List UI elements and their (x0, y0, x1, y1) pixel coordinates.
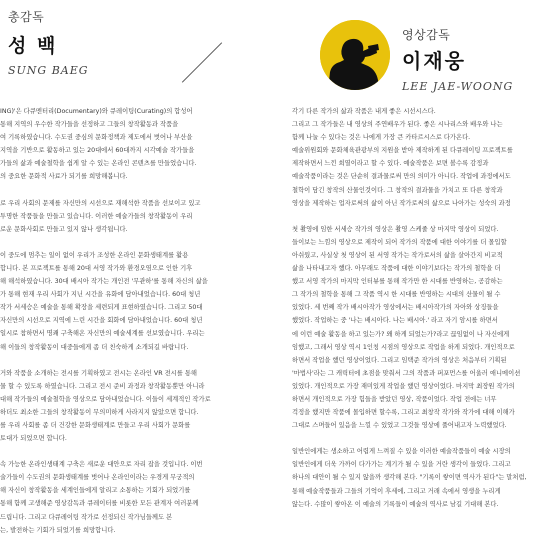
text-line: 물 할 수 있도록 하였습니다. 그리고 전시 준비 과정과 창작활동뿐만 아니라 (0, 382, 205, 390)
text-line: 하더도 최소한 그들의 창작활동이 무의미하게 사라지지 않았으면 합니다. (0, 408, 199, 416)
text-line: 일시로 참하면서 명쾌 구축해온 자신만의 예술세계를 선보였습니다. 우리는 (0, 330, 205, 338)
text-line: 하나의 대안이 될 수 있지 않을까 생각해 본다. "기록이 쌓이면 역사가 된다"는 말처럼, (292, 474, 527, 482)
text-line: 로 우리 사회의 문제를 자신만의 시선으로 재해석한 작품을 선보이고 있고 (0, 199, 201, 207)
diagonal-divider (182, 42, 222, 82)
video-director-portrait (320, 20, 390, 90)
text-line: 의 중요한 문화적 사료가 되기를 희망해봅니다. (0, 173, 128, 181)
text-line: 통해 지역의 우수한 작가들을 선정하고 그들의 창작활동과 작품을 (0, 121, 179, 129)
text-line: 해 이들의 창작활동이 대중들에게 좀 더 친숙하게 소개되길 바랍니다. (0, 343, 189, 351)
text-line: 첫 촬영에 임한 서세승 작가의 영상은 촬영 스케줄 상 마지막 영상이 되었다. (292, 225, 499, 233)
text-line: 일반인에게 더욱 가까이 다가가는 계기가 될 수 있을 거란 생각이 들었다. 그리고 (292, 461, 511, 469)
text-line: 대해 작가들의 예술철학을 영상으로 담아내었습니다. 이들이 세계적인 작가로 (0, 395, 211, 403)
text-line: 예술위원회와 문화체육관광부의 지원을 받아 제작하게 된 다큐레이팅 프로젝트를 (292, 147, 513, 155)
text-line: 그리고 그 작가들은 내 영상의 주연배우가 된다. 좋은 시나리스와 배우와 나는 (292, 121, 503, 129)
essay-paragraph (292, 223, 560, 433)
text-line: 거와 작품을 소개하는 전시를 기획하였고 전시는 온라인 VR 전시를 통해 (0, 369, 198, 377)
text-line: 해 자신이 창작활동을 세계인들에게 알리고 소통하는 기회가 되었기를 (0, 487, 191, 495)
text-line: 않는다. 수많이 쌓아온 이 예술의 기록들이 예술의 역사로 남길 기대해 본다. (292, 500, 499, 508)
director-header (8, 8, 89, 77)
essay-paragraph (0, 197, 270, 236)
essay-paragraph (292, 105, 560, 210)
director-name: 성 백 (8, 35, 58, 57)
text-line: 속 가능한 온라인생태계 구축은 새로운 대안으로 자리 잡을 것입니다. 이번 (0, 461, 203, 469)
text-line: 예술작품이라는 것은 단순히 결과물로써 만의 의미가 아니다. 작업에 과정에서도 (292, 173, 511, 181)
text-line: 해 해석하였습니다. 30대 배시아 작가는 개인전 '무관하'를 통해 자신의 삶을 (0, 278, 208, 286)
text-line: 투명한 작품들을 만들고 있습니다. 이러한 예술가들의 창작활동이 우리 (0, 212, 193, 220)
text-line: 각기 다른 작가의 삶과 작품은 내게 좋은 시선시스다. (292, 108, 436, 115)
text-line: 드립니다. 그리고 다큐레이팅 작가로 선정되신 작가님들께도 본 (0, 513, 173, 521)
video-director-name: 이재웅 (402, 49, 466, 73)
text-line: 함께 나눌 수 있다는 것은 나에게 가장 큰 카타르시스로 다가온다. (292, 134, 471, 142)
text-line: 지역을 기반으로 활동하고 있는 20대에서 60대까지 시각예술 작가들을 (0, 147, 195, 155)
text-line: 제작하면서 느낀 희열이라고 할 수 있다. 예술작품은 보면 볼수록 감정과 (292, 160, 489, 168)
text-line: 통해 예술작품들과 그들의 기억이 후세에, 그리고 거래 속에서 영생을 누리게 (292, 487, 501, 495)
director-role: 총감독 (8, 10, 45, 24)
text-line: 걱정을 했지만 작품에 몰입하면 할수록, 그리고 최창작 작가와 작가에 대해 이해가 (292, 409, 515, 417)
text-line: 있었다. 개인적으로 가장 재미있게 작업을 했던 영상이었다. 마지막 최장원 작가의 (292, 382, 515, 390)
text-line: 여 기록하였습니다. 수도권 중심의 문화정책과 제도에서 벗어나 부산을 (0, 134, 193, 142)
text-line: 를 우리 사회를 좀 더 건강한 문화생태계로 만들고 우리 사회가 문화를 (0, 421, 191, 429)
text-line: 합니다. 본 프로젝트를 통해 20대 서영 작가와 환경오염으로 인한 기후 (0, 264, 193, 272)
text-line: 술가들이 수도권의 문화생태계를 벗어나 온라인이라는 우경게 무궁적의 (0, 474, 195, 482)
essay-paragraph (0, 367, 270, 446)
text-line: 하면서 작업을 했던 영상이었다. 그리고 임택준 작가의 영상은 처음부터 기획된 (292, 356, 507, 364)
text-line: 이 중도에 멈추는 일이 없이 우리가 조성한 온라인 문화생태계를 활용 (0, 251, 189, 259)
director-essay-column (0, 105, 270, 550)
text-line: 그 작가의 철학을 통해 그 작품 역시 한 시대를 반영하는 시대의 산물이 될 수 (292, 291, 501, 299)
text-line: 토대가 되었으면 합니다. (0, 435, 67, 443)
text-line: 했었다. 작업하는 중 '나는 배시아다. 나는 배시아.' 라고 자기 암시를 하면서 (292, 317, 498, 325)
text-line: '마법사'라는 그 캐릭터에 초점을 맞춰서 그의 작품과 퍼포먼스를 어울러 애니메이션 (292, 369, 521, 377)
text-line: 가 통해 현재 우리 사회가 지닌 시간을 유화에 담아내었습니다. 60대 청년 (0, 291, 201, 299)
essay-paragraph (0, 458, 270, 537)
text-line: 자신만의 시선으로 지역에 느린 시간을 회화에 담아내었습니다. 60대 청년 (0, 317, 203, 325)
text-line: 임했고, 그래서 영상 역시 1인칭 시점의 영상으로 작업을 하게 되었다. 개인적으로 (292, 343, 515, 351)
director-roman-name: SUNG BAEG (8, 64, 89, 77)
text-line: 그대로 스며들어 있음을 느낄 수 있었고 그것들 영상에 풀어내고자 노력했었다. (292, 422, 507, 430)
text-line: 로운 문화사회로 만들고 있지 않나 생각됩니다. (0, 225, 128, 233)
essay-paragraph (292, 445, 560, 510)
text-line: 영상을 제작하는 업자로써의 삶이 아닌 작가로써의 삶으로 나아가는 성숙의 과정 (292, 199, 511, 207)
video-director-role: 영상감독 (402, 28, 451, 42)
text-line: 했고 서영 작가의 마지막 인터뷰를 통해 작가만 한 시대를 반영하는, 공감하는 (292, 278, 503, 286)
video-director-header (402, 26, 513, 93)
video-director-essay-column (292, 105, 560, 524)
essay-paragraph (0, 105, 270, 184)
text-line: ING)'은 다큐멘터리(Documentary)와 큐레이팅(Curating)의 합성어 (0, 108, 193, 115)
text-line: 통해 함께 고생해준 영상감독과 큐레이터를 비롯한 모든 관계자 여러분께 (0, 500, 199, 508)
text-line: 삶을 나타내고자 했다. 아무래도 작품에 대한 이야기보다는 작가의 철학을 더 (292, 265, 501, 273)
text-line: 있었다. 세 번째 작가 배시아작가 영상에서는 배시아작가의 자아와 상징들을 (292, 304, 499, 312)
text-line: 일반인에게는 생소하고 어렵게 느껴질 수 있을 이러한 예술작품들이 예술 시장의 (292, 448, 511, 456)
text-line: 들이보는 느낌의 영상으로 제작이 되어 작가의 작품에 대한 이야기를 더 몰입할 (292, 238, 507, 246)
text-line: 에 이런 예술 활동을 하고 있는가? 왜 하게 되었는가?라고 끊임없이 나 자신에게 (292, 330, 510, 338)
text-line: 는, 발전하는 기회가 되었기를 희망합니다. (0, 526, 116, 534)
text-line: 아쉬웠고, 사실상 첫 영상이 된 서영 작가는 작가로서의 삶을 살아간지 비교적 (292, 251, 503, 259)
text-line: 작가 서세승은 예술을 통해 확장을 세련되게 표현하였습니다. 그리고 50대 (0, 304, 203, 312)
video-director-roman-name: LEE JAE-WOONG (402, 80, 514, 93)
text-line: 가들의 삶과 예술철학을 쉽게 알 수 있는 온라인 콘텐츠를 만들었습니다. (0, 160, 197, 168)
text-line: 철학이 담긴 창작의 산물인것이다. 그 창작의 결과물을 가치고 또 다른 창작과 (292, 186, 503, 194)
essay-paragraph (0, 249, 270, 354)
portrait-silhouette-icon (320, 20, 390, 90)
text-line: 하면서 개인적으로 가장 힘들을 받았던 영상, 작품이었다. 작업 전에는 너무 (292, 395, 497, 403)
